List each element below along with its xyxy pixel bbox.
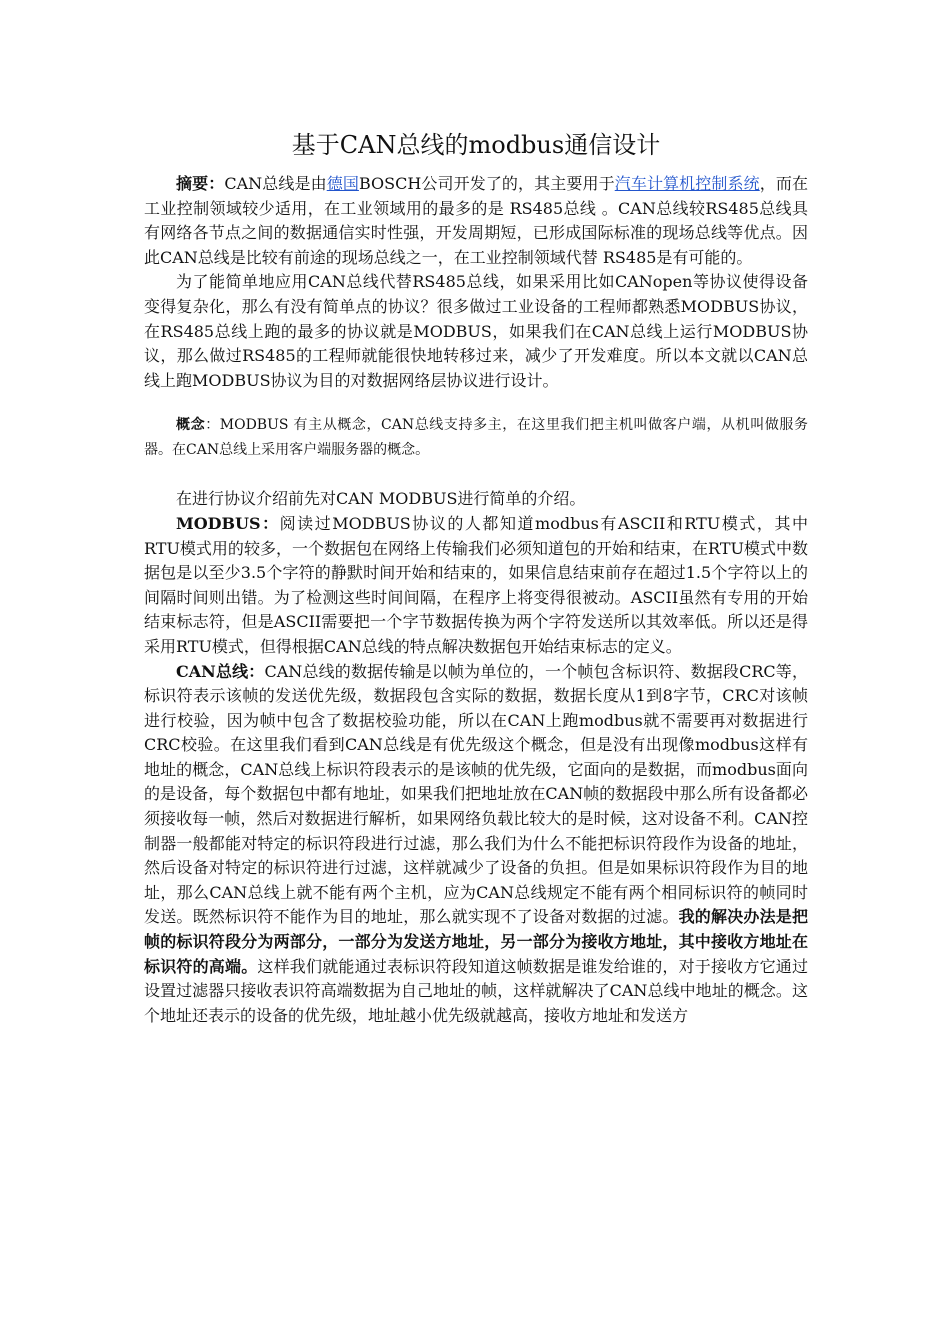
link-germany[interactable]: 德国: [326, 174, 359, 193]
canbus-label: CAN总线：: [176, 661, 265, 681]
canbus-solution-bold: 我的解决办法是把帧的标识符段分为两部分，一部分为发送方地址，另一部分为接收方地址，其中接收方地址在标识符的高端。: [144, 907, 808, 976]
link-automotive-computer-control[interactable]: 汽车计算机控制系统: [614, 174, 760, 193]
canbus-text-1: CAN总线的数据传输是以帧为单位的，一个帧包含标识符、数据段CRC等，标识符表示该帧的发送优先级，数据段包含实际的数据，数据长度从1到8字节，CRC对该帧进行校验，因为帧中包含了数据校验功能，所以在CAN上跑modbus就不需要再对数据进行CRC校验。在这里我们看到CAN总线是有优先级这个概念，但是没有出现像modbus这样有地址的概念，CAN总线上标识符段表示的是该帧的优先级，它面向的是数据，而modbus面向的是设备，每个数据包中都有地址，如果我们把地址放在CAN帧的数据段中那么所有设备都必须接收每一帧，然后对数据进行解析，如果网络负载比较大的是时候，这对设备不利。CAN控制器一般都能对特定的标识符段进行过滤，那么我们为什么不能把标识符段作为设备的地址，然后设备对特定的标识符进行过滤，这样就减少了设备的负担。但是如果标识符段作为目的地址，那么CAN总线上就不能有两个主机，应为CAN总线规定不能有两个相同标识符的帧同时发送。既然标识符不能作为目的地址，那么就实现不了设备对数据的过滤。: [144, 661, 808, 927]
abstract-text-3: ，而在工业控制领域较少适用，在工业领域用的最多的是 RS485总线 。CAN总线较RS485总线具有网络各节点之间的数据通信实时性强，开发周期短，已形成国际标准的现场总线等优点。因此CAN总线是比较有前途的现场总线之一，在工业控制领域代替 RS485是有可能的。: [144, 174, 808, 267]
abstract-label: 摘要：: [176, 174, 225, 193]
document-title: 基于CAN总线的modbus通信设计: [291, 131, 661, 159]
canbus-text-2: 这样我们就能通过表标识符段知道这帧数据是谁发给谁的，对于接收方它通过设置过滤器只接收表识符高端数据为自己地址的帧，这样就解决了CAN总线中地址的概念。这个地址还表示的设备的优先级，地址越小优先级就越高，接收方地址和发送方: [144, 956, 808, 1025]
modbus-text: 阅读过MODBUS协议的人都知道modbus有ASCII和RTU模式，其中RTU模式用的较多，一个数据包在网络上传输我们必须知道包的开始和结束，在RTU模式中数据包是以至少3.5个字符的静默时间开始和结束的，如果信息结束前存在超过1.5个字符以上的间隔时间则出错。为了检测这些时间间隔，在程序上将变得很被动。ASCII虽然有专用的开始结束标志符，但是ASCII需要把一个字节数据传换为两个字符发送所以其效率低。所以还是得采用RTU模式，但得根据CAN总线的特点解决数据包开始结束标志的定义。: [144, 513, 808, 656]
concept-paragraph: [144, 413, 808, 463]
concept-label: 概念: [176, 417, 206, 434]
concept-text: ：MODBUS 有主从概念，CAN总线支持多主，在这里我们把主机叫做客户端，从机叫做服务器。在CAN总线上采用客户端服务器的概念。: [144, 417, 808, 459]
canbus-paragraph: [144, 660, 808, 1029]
modbus-paragraph: [144, 512, 808, 660]
lead-in-paragraph: 在进行协议介绍前先对CAN MODBUS进行简单的介绍。: [176, 489, 586, 509]
intro-paragraph: 为了能简单地应用CAN总线代替RS485总线，如果采用比如CANopen等协议使得设备变得复杂化，那么有没有简单点的协议？很多做过工业设备的工程师都熟悉MODBUS协议，在RS485总线上跑的最多的协议就是MODBUS，如果我们在CAN总线上运行MODBUS协议，那么做过RS485的工程师就能很快地转移过来，减少了开发难度。所以本文就以CAN总线上跑MODBUS协议为目的对数据网络层协议进行设计。: [144, 272, 808, 390]
abstract-paragraph: [144, 172, 808, 270]
abstract-text-1: CAN总线是由: [224, 174, 327, 193]
document-page: [144, 128, 808, 1028]
abstract-text-2: BOSCH公司开发了的，其主要用于: [358, 174, 615, 193]
modbus-label: MODBUS：: [176, 513, 280, 533]
